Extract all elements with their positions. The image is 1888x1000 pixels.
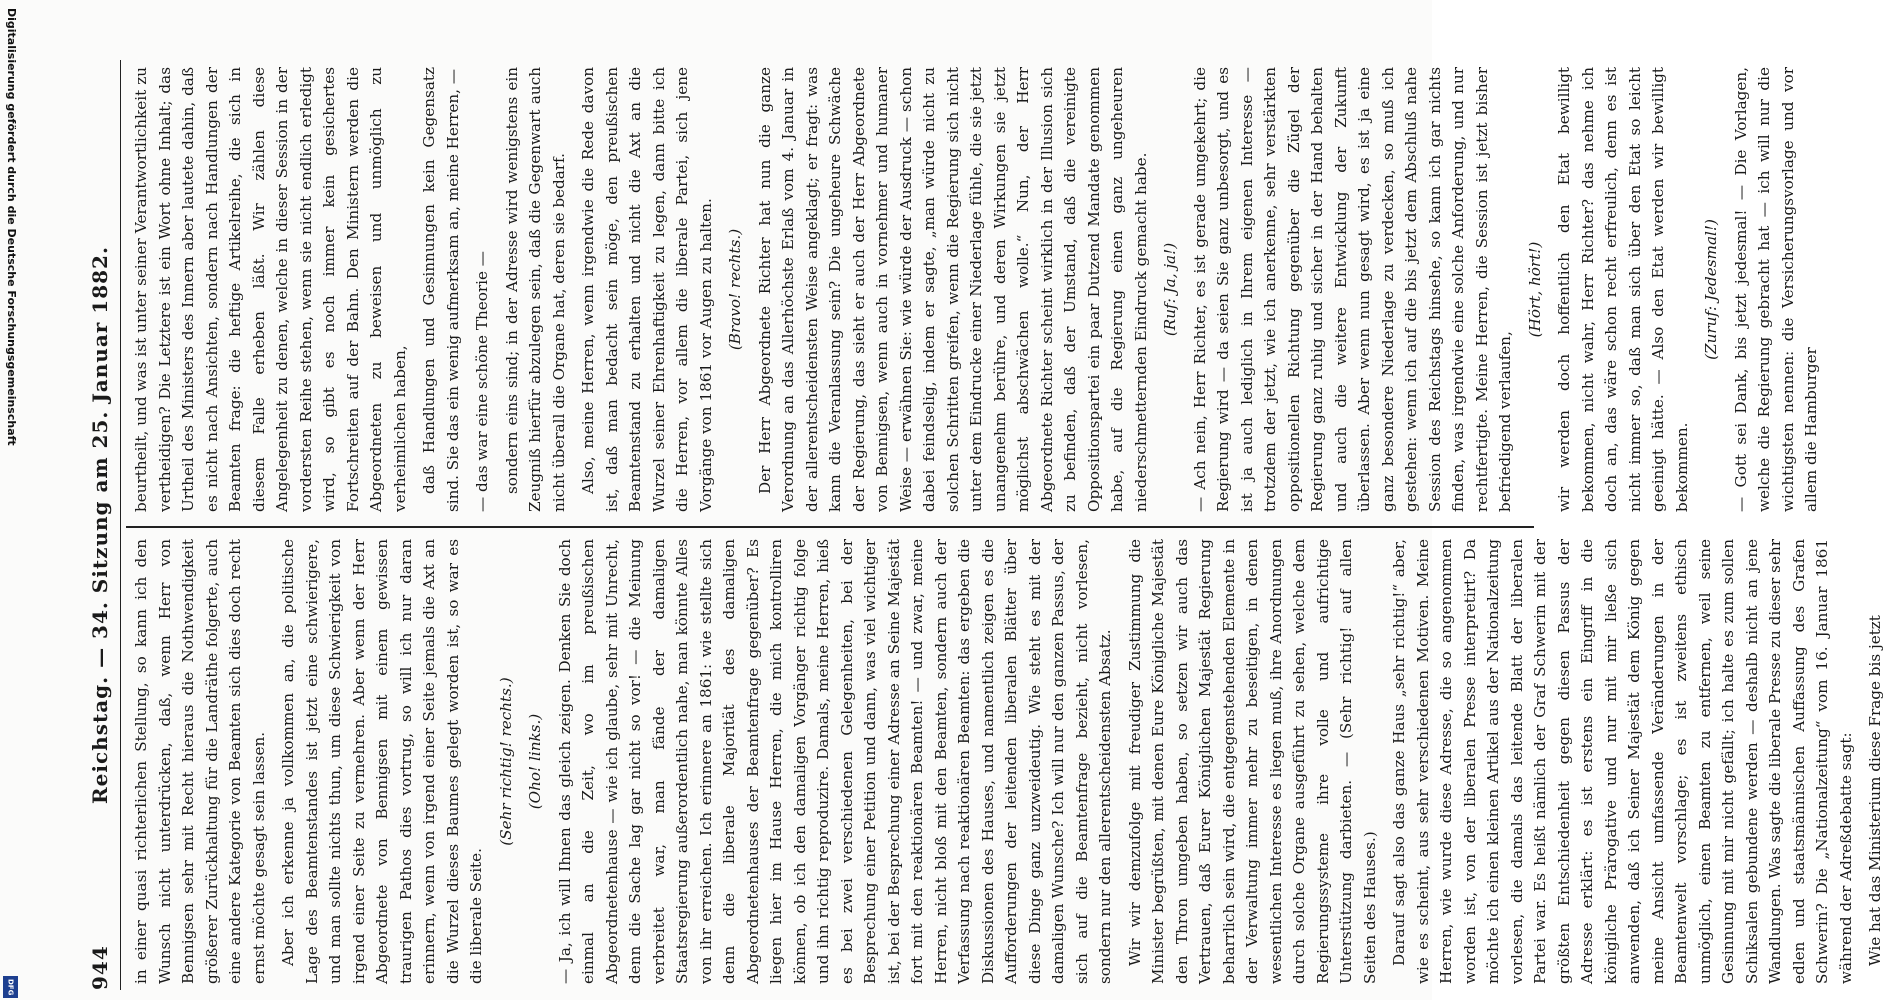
paragraph: Wie hat das Ministerium diese Frage bis jetzt [1866, 615, 1884, 966]
paragraph: Aber ich erkenne ja vollkommen an, die politische Lage des Beamtenstandes ist jetzt eine schwierigere, und man sollte nichts thun, um diese Schwierigkeit von irgend einer Seite zu vermehren. Aber wenn der Herr Abgeordnete von Bennigsen mit einem gewissen traurigen Pathos dies vortrug, so will ich nur daran erinnern, wenn von irgend einer Seite jemals die Axt an die Wurzel dieses Baumes gelegt worden ist, so war es die liberale Seite. [279, 539, 485, 984]
credit-text: Digitalisierung gefördert durch die Deutsche Forschungsgemeinschaft [5, 8, 18, 446]
dfg-logo: DFG [3, 976, 18, 998]
paragraph: Also, meine Herren, wenn irgendwie die Rede davon ist, daß man bedacht sein möge, den preußischen Beamtenstand zu erhalten und nicht die Axt an die Wurzel seiner Ehrenhaftigkeit zu legen, dann bitte ich die Herren, vor allem die liberale Partei, sich jene Vorgänge von 1861 vor Augen zu halten. [579, 67, 715, 512]
paragraph: in einer quasi richterlichen Stellung, so kann ich den Wunsch nicht unterdrücken, daß, wenn Herr von Bennigsen sehr mit Recht hieraus die Nothwendigkeit größerer Zurückhaltung für die Landräthe folgerte, auch eine andere Kategorie von Beamten sich dies doch recht ernst möchte gesagt sein lassen. [132, 539, 268, 984]
page-number: 944 [88, 945, 112, 990]
quotation: Wir wir demzufolge mit freudiger Zustimmung die Minister begrüßten, mit denen Eure Königliche Majestät den Thron umgeben haben, so setzen wir auch das Vertrauen, daß Eurer Königlichen Majestät Regierung beharrlich sein wird, die entgegenstehenden Elemente in der Verwaltung immer mehr zu beseitigen, in denen wesentlichen Interesse es liegen muß, ihre Anordnungen durch solche Organe ausgeführt zu sehen, welche dem Regierungssysteme ihre volle und aufrichtige Unterstützung darbieten. — (Sehr richtig! auf allen Seiten des Hauses.) [1125, 539, 1379, 984]
paragraph: sondern eins sind; in der Adresse wird wenigstens ein Zeugniß hierfür abzulegen sein, daß die Gegenwart auch nicht überall die Organe hat, deren sie bedarf. [502, 67, 568, 512]
running-title: Reichstag. — 34. Sitzung am 25. Januar 1882. [88, 246, 112, 804]
paragraph: — Ach nein, Herr Richter, es ist gerade umgekehrt; die Regierung wird — da seien Sie ganz unbesorgt, und es ist ja auch lediglich in Ihrem eigenen Interesse — trotzdem der jetzt, wie ich anerkenne, sehr verstärkten oppositionellen Richtung gegenüber die Zügel der Regierung ganz ruhig und sicher in der Hand behalten und auch die weitere Entwicklung der Zukunft überlassen. Aber wenn nun gesagt wird, es ist ja eine ganz besondere Niederlage zu verdecken, so muß ich gestehen: wenn ich auf die bis jetzt dem Abschluß nahe Session des Reichstags hinsehe, so kann ich gar nichts finden, was irgendwie eine solche Anforderung, und nur rechtfertigte. Meine Herren, die Session ist jetzt bisher befriedigend verlaufen, [1190, 67, 1514, 512]
paragraph: Darauf sagt also das ganze Haus „sehr richtig!“ aber, wie es scheint, aus sehr verschiedenen Motiven. Meine Herren, wie wurde diese Adresse, die so angenommen worden ist, von der liberalen Presse interpretirt? Da möchte ich einen kleinen Artikel aus der Nationalzeitung vorlesen, die damals das leitende Blatt der liberalen Partei war. Es heißt nämlich der Graf Schwerin mit der größten Entschiedenheit gegen diesen Passus der Adresse erklärt: es ist erstens ein Eingriff in die königliche Prärogative und nur mit mir ließe sich anwenden, daß ich Seiner Majestät dem König gegen meine Ansicht umfassende Veränderungen in der Beamtenwelt vorschlage; es ist zweitens ethisch unmöglich, einen Beamten zu entfernen, weil seine Gesinnung mit mir nicht gefällt; ich halte es zum sollen Schiksalen gebundene werden — deshalb nicht an jene Wandlungen. Was sagte die liberale Presse zu dieser sehr edlen und staatsmännischen Auffassung des Grafen Schwerin? Die „Nationalzeitung“ vom 16. Januar 1861 während der Adreßdebatte sagt: [1390, 539, 1855, 984]
paragraph: Der Herr Abgeordnete Richter hat nun die ganze Verordnung an das Allerhöchste Erlaß vom 4. Januar in der allerentscheidensten Weise angeklagt; er fragt: was kann die Veranlassung sein? Die ungeheure Schwäche der Regierung, das sieht er auch der Herr Abgeordnete von Bennigsen, wenn auch in vornehmer und humaner Weise — erwähnen Sie: wie würde der Ausdruck — schon dabei feindselig, indem er sagte, „man würde nicht zu solchen Schritten greifen, wenn die Regierung sich nicht unter dem Eindrucke einer Niederlage fühle, die sie jetzt unangenehm berühre, und deren Wirkungen sie jetzt möglichst abschwächen wolle.“ Nun, der Herr Abgeordnete Richter scheint wirklich in der Illusion sich zu befinden, daß der Umstand, daß die vereinigte Oppositionspartei ein paar Dutzend Mandate genommen habe, auf die Regierung einen ganz ungeheuren niederschmetternden Eindruck gemacht habe. [755, 67, 1150, 512]
paragraph: — Gott sei Dank, bis jetzt jedesmal! — Die Vorlagen, welche die Regierung gebracht hat — ich will nur die wichtigsten nennen: die Versicherungsvorlage und vor allem die Hamburger [1731, 67, 1820, 512]
digitization-credit [2, 8, 20, 998]
paragraph: — Ja, ich will Ihnen das gleich zeigen. Denken Sie doch einmal an die Zeit, wo im preußischen Abgeordnetenhause — wie ich glaube, sehr mit Unrecht, denn die Sache lag gar nicht so vor! — die Meinung verbreitet war, man fände der damaligen Staatsregierung außerordentlich nahe, man könnte Alles von ihr erreichen. Ich erinnere an 1861: wie stellte sich denn die liberale Majorität des damaligen Abgeordnetenhauses der Beamtenfrage gegenüber? Es liegen hier im Hause Herren, die mich kontrolliren können, ob ich den damaligen Vorgänger richtig folge und ihn richtig reproduzire. Damals, meine Herren, hieß es bei zwei verschiedenen Gelegenheiten, bei der Besprechung einer Petition und dann, was viel wichtiger ist, bei der Besprechung einer Adresse an Seine Majestät fort mit den reaktionären Beamten! — und zwar, meine Herren, nicht bloß mit den Beamten, sondern auch der Verfassung nach reaktionären Beamten: das ergeben die Diskussionen des Hauses, und namentlich zeigen es die Aufforderungen der leitenden liberalen Blätter über diese Dinge ganz unzweideutig. Wie steht es mit der damaligen Wunsche? Ich will nur den ganzen Passus, der sich auf die Beamtenfrage bezieht, nicht vorlesen, sondern nur den allerentscheidensten Absatz. [555, 539, 1114, 984]
interjection: (Oho! links.) [526, 713, 544, 810]
right-column [130, 67, 1820, 512]
left-column [130, 539, 1884, 984]
paragraph: — das war eine schöne Theorie — [473, 251, 491, 512]
interjection: (Sehr richtig! rechts.) [496, 677, 515, 846]
paragraph: wir werden doch hoffentlich den Etat bewilligt bekommen, nicht wahr, Herr Richter? das nehme ich doch an, das wäre schon recht erfreulich, denn es ist nicht immer so, daß man sich über den Etat so leicht geeinigt hätte. — Also den Etat werden wir bewilligt bekommen. [1555, 67, 1691, 512]
interjection: (Hört, hört!) [1525, 241, 1544, 338]
page-header [80, 60, 121, 990]
paragraph: beurtheilt, und was ist unter seiner Verantwortlichkeit zu vertheidigen? Die Letztere ist ein Wort ohne Inhalt; das Urtheil des Ministers des Innern aber lautete dahin, daß es nicht nach Ansichten, sondern nach Handlungen der Beamten frage: die heftige Artikelreihe, die sich in diesem Falle erheben läßt. Wir zählen diese Angelegenheit zu denen, welche in dieser Session in der vordersten Reihe stehen, wenn sie nicht endlich erledigt wird, so gibt es noch immer kein gesichertes Fortschreiten auf der Bahn. Den Ministern werden die Abgeordneten zu beweisen und unmöglich zu verheimlichen haben, [132, 67, 409, 512]
column-divider [126, 526, 1534, 528]
interjection: (Zuruf: Jedesmal!) [1702, 219, 1720, 360]
paragraph: daß Handlungen und Gesinnungen kein Gegensatz sind. Sie das ein wenig aufmerksam an, meine Herren, — [420, 67, 462, 512]
interjection: (Ruf: Ja, ja!) [1161, 242, 1179, 337]
rotated-document-page [80, 60, 1884, 990]
interjection: (Bravo! rechts.) [726, 228, 744, 351]
